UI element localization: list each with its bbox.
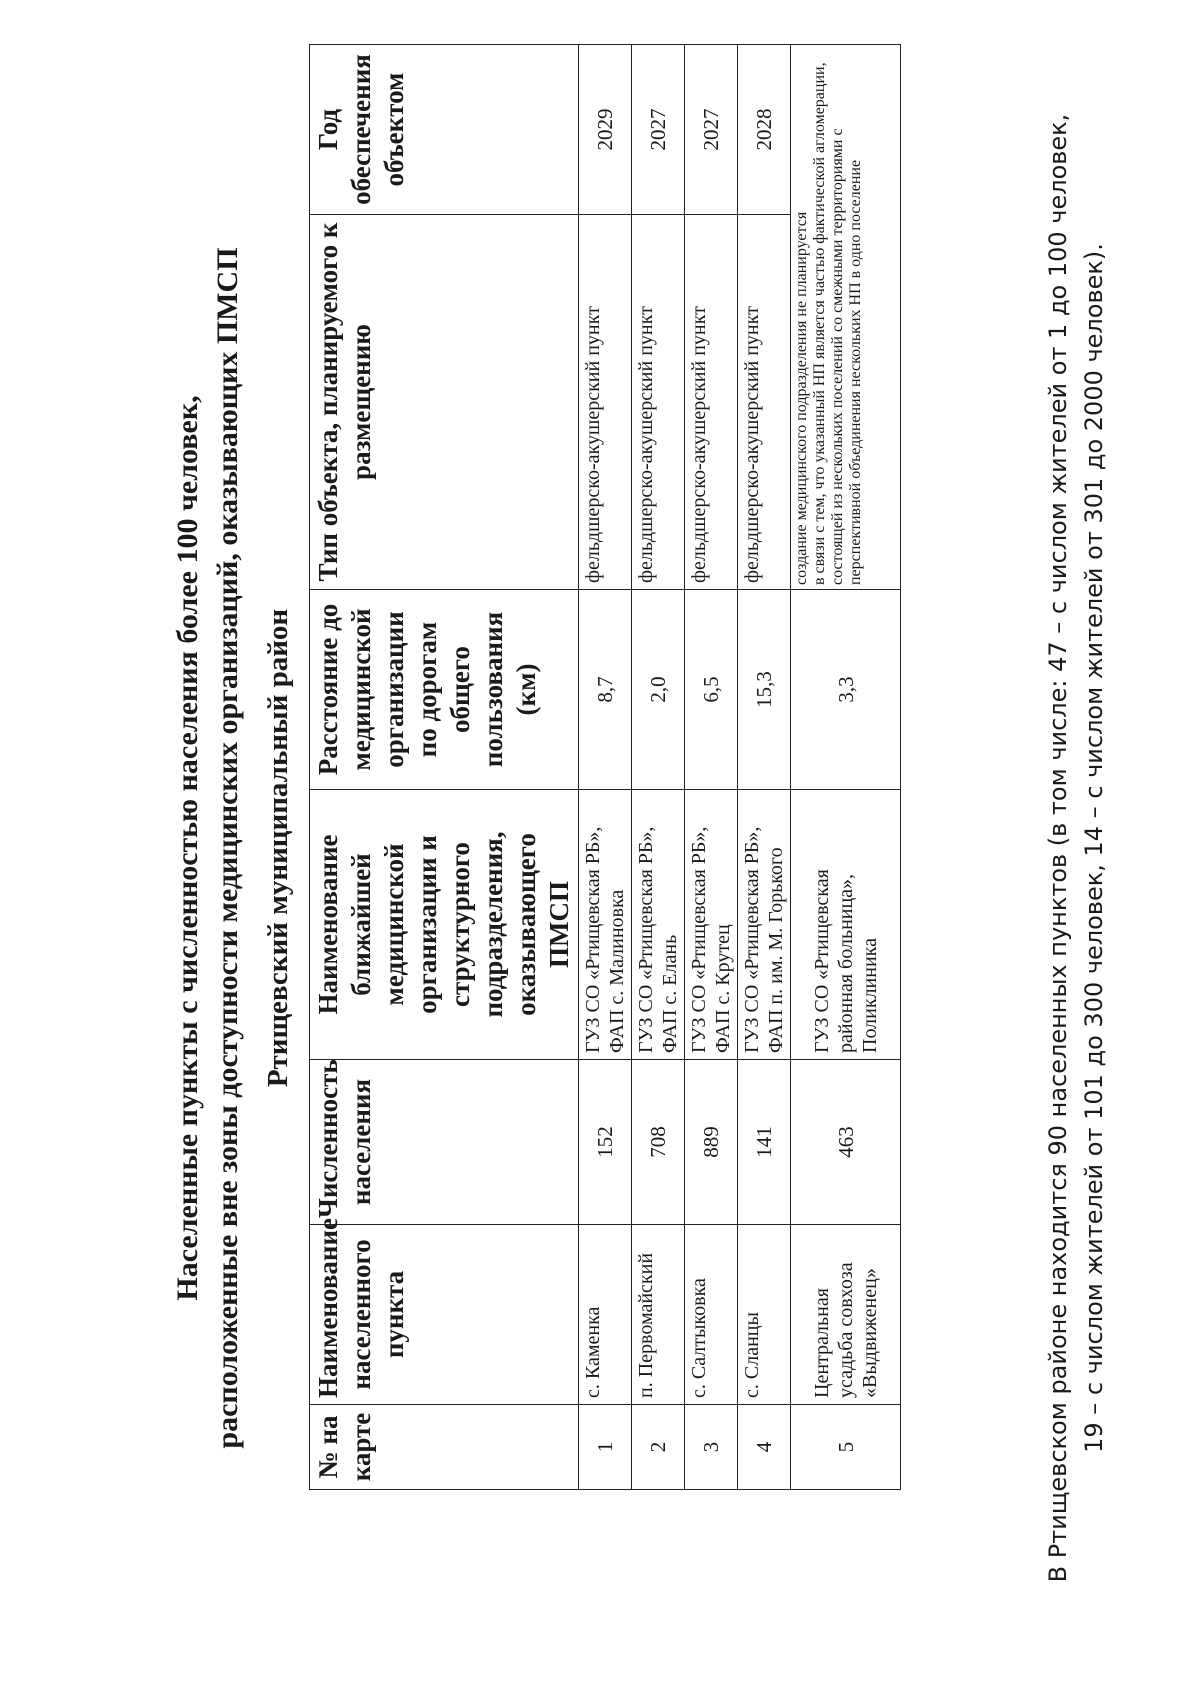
cell-settlement-name: с. Каменка [579,1225,632,1405]
table-row [791,45,901,1490]
title-line-2: расположенные вне зоны доступности медицинских организаций, оказывающих ПМСП [211,247,244,1449]
cell-nearest-organization: ГУЗ СО «Ртищевская РБ», ФАП п. им. М. Горького [738,790,791,1060]
cell-population: 463 [791,1060,901,1225]
document-title [168,48,248,1648]
cell-distance: 8,7 [579,590,632,790]
cell-map-number: 2 [632,1405,685,1490]
cell-distance: 3,3 [791,590,901,790]
cell-year: 2028 [738,45,791,215]
cell-nearest-organization: ГУЗ СО «Ртищевская РБ», ФАП с. Крутец [685,790,738,1060]
cell-population: 889 [685,1060,738,1225]
table-row [738,45,791,1490]
table-header-row [310,45,579,1490]
cell-map-number: 3 [685,1405,738,1490]
cell-object-type: фельдшерско-акушерский пункт [685,215,738,590]
cell-object-type-note: создание медицинского подразделения не планируется в связи с тем, что указанный НП является частью фактической агломерации, состоящей из нескольких поселений со смежными территориями с перспективной объединения нескольких НП в одно поселение [791,45,901,590]
settlements-table-wrapper [309,44,901,1490]
cell-map-number: 1 [579,1405,632,1490]
rotated-document-page [0,28,1200,1688]
district-subtitle: Ртищевский муниципальный район [262,608,294,1088]
cell-year: 2027 [632,45,685,215]
cell-population: 141 [738,1060,791,1225]
table-row [579,45,632,1490]
cell-map-number: 5 [791,1405,901,1490]
cell-object-type: фельдшерско-акушерский пункт [738,215,791,590]
footnote-line-1: В Ртищевском районе находится 90 населенных пунктов (в том числе: 47 – с числом жителей от 1 до 100 человек, [1044,113,1072,1583]
cell-population: 708 [632,1060,685,1225]
cell-nearest-organization: ГУЗ СО «Ртищевская районная больница», Поликлиника [791,790,901,1060]
cell-distance: 6,5 [685,590,738,790]
title-line-1: Населенные пункты с численностью населения более 100 человек, [171,395,204,1301]
cell-distance: 15,3 [738,590,791,790]
header-population: Численность населения [310,1060,579,1225]
cell-year: 2029 [579,45,632,215]
header-distance: Расстояние до медицинской организации по дорогам общего пользования (км) [310,590,579,790]
header-object-type: Тип объекта, планируемого к размещению [310,215,579,590]
cell-settlement-name: с. Салтыковка [685,1225,738,1405]
footnote [1040,48,1112,1648]
cell-object-type: фельдшерско-акушерский пункт [632,215,685,590]
cell-distance: 2,0 [632,590,685,790]
cell-population: 152 [579,1060,632,1225]
cell-nearest-organization: ГУЗ СО «Ртищевская РБ», ФАП с. Елань [632,790,685,1060]
header-nearest-organization: Наименование ближайшей медицинской организации и структурного подразделения, оказывающего ПМСП [310,790,579,1060]
header-map-number: № на карте [310,1405,579,1490]
header-settlement-name: Наименование населенного пункта [310,1225,579,1405]
table-row [685,45,738,1490]
cell-nearest-organization: ГУЗ СО «Ртищевская РБ», ФАП с. Малиновка [579,790,632,1060]
cell-object-type: фельдшерско-акушерский пункт [579,215,632,590]
header-year: Год обеспечения объектом [310,45,579,215]
cell-settlement-name: с. Сланцы [738,1225,791,1405]
cell-map-number: 4 [738,1405,791,1490]
settlements-table [309,44,901,1490]
footnote-line-2: 19 – с числом жителей от 101 до 300 человек, 14 – с числом жителей от 301 до 2000 человек). [1080,243,1108,1453]
cell-settlement-name: п. Первомайский [632,1225,685,1405]
cell-year: 2027 [685,45,738,215]
table-row [632,45,685,1490]
cell-settlement-name: Центральная усадьба совхоза «Выдвиженец» [791,1225,901,1405]
